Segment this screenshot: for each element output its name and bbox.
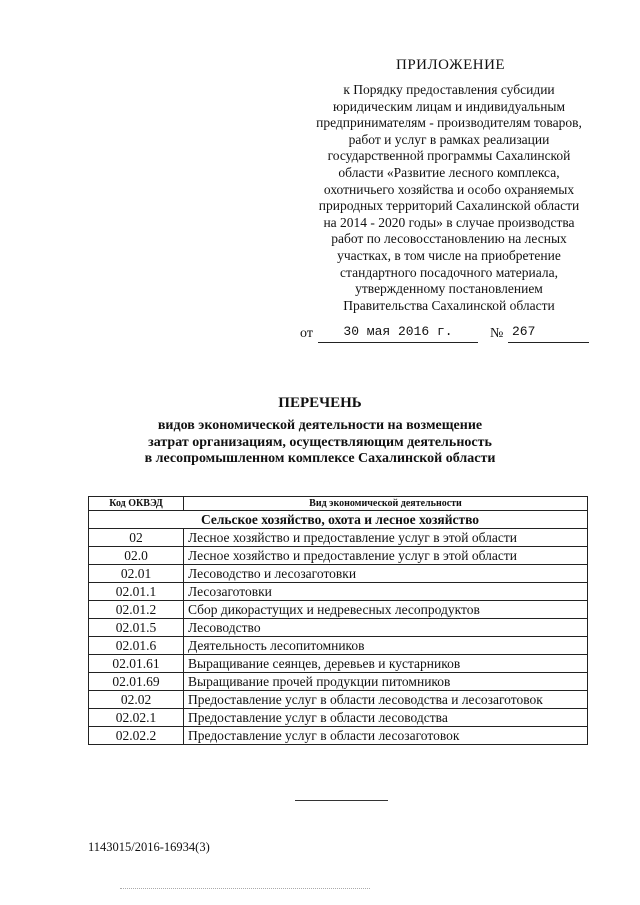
okved-code: 02.01.6: [89, 637, 184, 655]
activity-name: Лесозаготовки: [184, 583, 588, 601]
okved-code: 02.02.1: [89, 709, 184, 727]
table-row: [89, 601, 588, 619]
document-number: 1143015/2016-16934(3): [88, 840, 210, 854]
table-row: [89, 565, 588, 583]
table-row: [89, 637, 588, 655]
activity-name: Выращивание сеянцев, деревьев и кустарников: [184, 655, 588, 673]
okved-code: 02.0: [89, 547, 184, 565]
appendix-line: юридическим лицам и индивидуальным: [332, 98, 566, 114]
decree-date-number: [300, 324, 600, 346]
appendix-line: предпринимателям - производителям товаров,: [316, 115, 582, 131]
okved-code: 02.01.5: [89, 619, 184, 637]
activity-name: Лесное хозяйство и предоставление услуг в этой области: [184, 529, 588, 547]
activity-name: Лесное хозяйство и предоставление услуг в этой области: [184, 547, 588, 565]
appendix-title: ПРИЛОЖЕНИЕ: [396, 57, 506, 73]
table-row: [89, 709, 588, 727]
appendix-line: работ и услуг в рамках реализации: [348, 131, 550, 147]
appendix-line: Правительства Сахалинской области: [343, 297, 555, 313]
section-title: Сельское хозяйство, охота и лесное хозяйство: [89, 511, 588, 529]
appendix-line: работ по лесовосстановлению на лесных: [331, 231, 567, 247]
appendix-line: на 2014 - 2020 годы» в случае производства: [323, 214, 575, 230]
list-subtitle-line: видов экономической деятельности на возмещение: [157, 418, 483, 433]
activity-name: Сбор дикорастущих и недревесных лесопродуктов: [184, 601, 588, 619]
list-subtitle: [0, 418, 640, 468]
from-label: от: [300, 326, 313, 341]
table-row: [89, 619, 588, 637]
table-row: [89, 673, 588, 691]
appendix-text: [288, 82, 610, 314]
okved-table: [88, 496, 588, 745]
list-subtitle-line: в лесопромышленном комплексе Сахалинской области: [144, 451, 496, 466]
activity-name: Предоставление услуг в области лесоводства: [184, 709, 588, 727]
appendix-line: государственной программы Сахалинской: [327, 148, 571, 164]
scan-artifact: [120, 888, 370, 889]
okved-code: 02.01.69: [89, 673, 184, 691]
appendix-line: участках, в том числе на приобретение: [337, 247, 561, 263]
list-subtitle-line: затрат организациям, осуществляющим деятельность: [148, 434, 492, 450]
separator-line: [295, 800, 388, 801]
appendix-line: стандартного посадочного материала,: [340, 264, 558, 280]
activity-name: Лесоводство и лесозаготовки: [184, 565, 588, 583]
activity-name: Деятельность лесопитомников: [184, 637, 588, 655]
appendix-line: утвержденному постановлением: [355, 281, 543, 297]
list-title: ПЕРЕЧЕНЬ: [278, 395, 362, 411]
table-row: [89, 583, 588, 601]
table-header-row: [89, 497, 588, 511]
table-row: [89, 727, 588, 745]
activity-name: Выращивание прочей продукции питомников: [184, 673, 588, 691]
okved-code: 02.01.1: [89, 583, 184, 601]
appendix-line: к Порядку предоставления субсидии: [343, 82, 555, 97]
okved-code: 02.02: [89, 691, 184, 709]
okved-code: 02.02.2: [89, 727, 184, 745]
header-activity: Вид экономической деятельности: [184, 497, 588, 511]
appendix-line: области «Развитие лесного комплекса,: [338, 164, 560, 180]
number-label: №: [490, 326, 504, 341]
decree-number: 267: [508, 324, 589, 343]
activity-name: Предоставление услуг в области лесозаготовок: [184, 727, 588, 745]
activity-name: Лесоводство: [184, 619, 588, 637]
okved-code: 02: [89, 529, 184, 547]
okved-code: 02.01.2: [89, 601, 184, 619]
activity-name: Предоставление услуг в области лесоводства и лесозаготовок: [184, 691, 588, 709]
decree-date: 30 мая 2016 г.: [318, 324, 478, 343]
okved-code: 02.01.61: [89, 655, 184, 673]
table-row: [89, 655, 588, 673]
table-row: [89, 547, 588, 565]
okved-code: 02.01: [89, 565, 184, 583]
appendix-line: природных территорий Сахалинской области: [318, 198, 580, 214]
table-row: [89, 529, 588, 547]
header-code: Код ОКВЭД: [89, 497, 184, 511]
table-row: [89, 691, 588, 709]
section-row: [89, 511, 588, 529]
appendix-line: охотничьего хозяйства и особо охраняемых: [323, 181, 575, 197]
